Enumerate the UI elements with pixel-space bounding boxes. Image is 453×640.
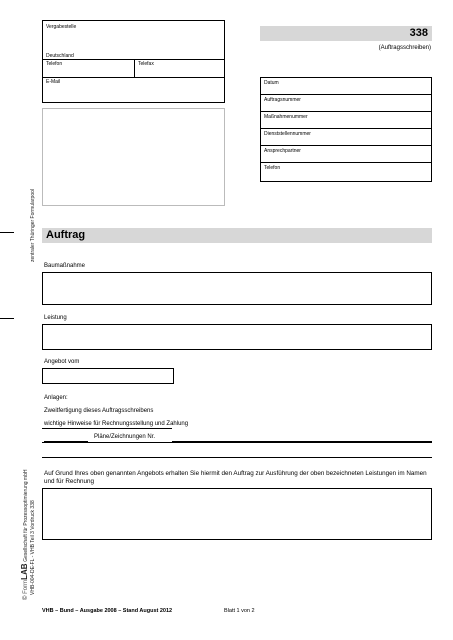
auftraggeber-field[interactable] — [42, 488, 432, 540]
massnahmenummer-label: Maßnahmenummer — [264, 114, 308, 120]
brand-company: Gesellschaft für Prozessoptimierung mbH — [23, 469, 29, 562]
anlage-hinweise: wichtige Hinweise für Rechnungsstellung und Zahlung — [44, 421, 189, 427]
dienststellennummer-label: Dienststellennummer — [264, 131, 311, 137]
side-form-code: VHB-004-DE-FL - VHB Teil 3 Vordruck 338 — [30, 500, 36, 595]
leistung-field[interactable] — [42, 324, 432, 350]
brand-form: Form — [23, 579, 29, 594]
anlage-plaene: Pläne/Zeichnungen Nr. — [94, 434, 156, 440]
fold-mark-bottom — [0, 318, 14, 319]
vergabestelle-label: Vergabestelle — [46, 24, 77, 30]
telefon-label: Telefon — [46, 61, 63, 67]
auftragsnummer-label: Auftragsnummer — [264, 97, 301, 103]
fold-mark-top — [0, 232, 14, 233]
dienststellennummer-field[interactable] — [260, 128, 432, 146]
form-number: 338 — [409, 27, 428, 39]
form-number-bar — [260, 26, 432, 41]
telefon-info-field[interactable] — [260, 162, 432, 182]
baumassnahme-field[interactable] — [42, 272, 432, 305]
plaene-number-field[interactable] — [172, 428, 432, 442]
form-subtitle: (Auftragsschreiben) — [378, 45, 431, 51]
telefon-divider — [134, 59, 135, 77]
massnahmenummer-field[interactable] — [260, 111, 432, 129]
brand-lab: LAB — [20, 563, 29, 580]
auftragsnummer-field[interactable] — [260, 94, 432, 112]
baumassnahme-label: Baumaßnahme — [44, 263, 86, 269]
datum-field[interactable] — [260, 77, 432, 95]
auftrag-text: Auf Grund Ihres oben genannten Angebots erhalten Sie hiermit den Auftrag zur Ausführung der oben bezeichneten Leistungen im Namen und für Rechnung — [44, 470, 427, 485]
ansprechpartner-field[interactable] — [260, 145, 432, 163]
side-text-formularpool: zentraler Thüringer Formularpool — [30, 189, 36, 262]
email-label: E-Mail — [46, 79, 61, 85]
email-field[interactable] — [42, 77, 225, 103]
ansprechpartner-label: Ansprechpartner — [264, 148, 301, 154]
anlagen-line-2 — [42, 442, 432, 443]
deutschland-label: Deutschland — [46, 53, 74, 59]
leistung-label: Leistung — [44, 315, 67, 321]
angebot-label: Angebot vom — [44, 359, 80, 365]
telefon-info-label: Telefon — [264, 165, 281, 171]
anlagen-line-3 — [42, 457, 432, 458]
datum-label: Datum — [264, 80, 279, 86]
footer-right: Blatt 1 von 2 — [224, 608, 255, 614]
angebot-date-field[interactable] — [42, 368, 174, 384]
footer-left: VHB – Bund – Ausgabe 2008 – Stand August 2012 — [42, 608, 173, 614]
title-bar — [42, 228, 432, 243]
telefax-label: Telefax — [138, 61, 154, 67]
side-brand — [21, 470, 30, 600]
anlagen-label: Anlagen: — [44, 395, 68, 401]
anlage-zweitfertigung: Zweitfertigung dieses Auftragsschreibens — [44, 408, 154, 414]
vergabestelle-box[interactable] — [42, 20, 225, 78]
page-title: Auftrag — [46, 229, 86, 241]
address-window[interactable] — [42, 108, 225, 206]
copyright-symbol: © — [23, 595, 29, 600]
